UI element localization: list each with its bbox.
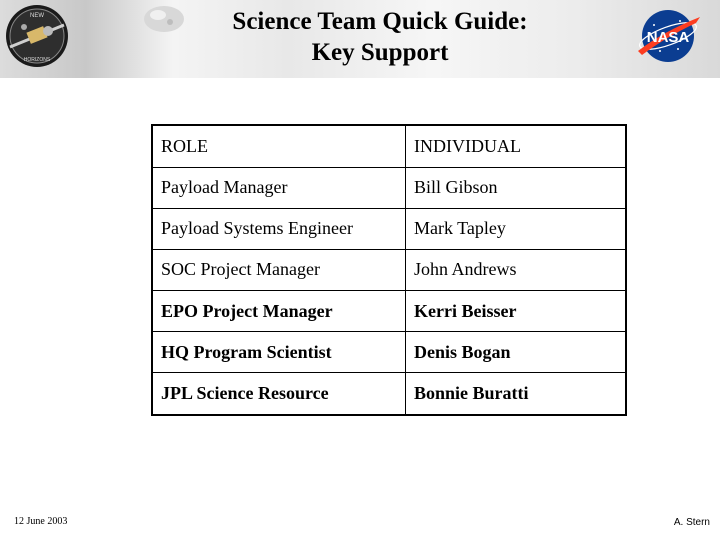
footer-author: A. Stern	[673, 517, 710, 528]
table-row	[152, 332, 626, 373]
table-row	[152, 167, 626, 208]
svg-text:HORIZONS: HORIZONS	[23, 57, 51, 63]
role-cell: Payload Systems Engineer	[152, 208, 406, 249]
individual-cell: Bonnie Buratti	[406, 373, 627, 415]
role-cell: JPL Science Resource	[152, 373, 406, 415]
nasa-logo-text: NASA	[646, 29, 690, 46]
new-horizons-logo-icon	[4, 3, 70, 69]
key-support-table	[151, 124, 627, 416]
role-cell: SOC Project Manager	[152, 249, 406, 290]
role-cell: EPO Project Manager	[152, 291, 406, 332]
column-header-role: ROLE	[152, 125, 406, 167]
table-header-row	[152, 125, 626, 167]
svg-text:NEW: NEW	[30, 13, 44, 19]
role-cell: HQ Program Scientist	[152, 332, 406, 373]
table-row	[152, 249, 626, 290]
individual-cell: John Andrews	[406, 249, 627, 290]
table-row	[152, 208, 626, 249]
nasa-logo-icon	[634, 5, 702, 67]
individual-cell: Kerri Beisser	[406, 291, 627, 332]
table-row	[152, 373, 626, 415]
title-line-1: Science Team Quick Guide:	[232, 8, 528, 35]
title-line-2: Key Support	[311, 39, 449, 66]
column-header-individual: INDIVIDUAL	[406, 125, 627, 167]
individual-cell: Mark Tapley	[406, 208, 627, 249]
footer-date: 12 June 2003	[14, 516, 68, 527]
table-row	[152, 291, 626, 332]
individual-cell: Bill Gibson	[406, 167, 627, 208]
slide-title	[130, 6, 630, 68]
individual-cell: Denis Bogan	[406, 332, 627, 373]
role-cell: Payload Manager	[152, 167, 406, 208]
